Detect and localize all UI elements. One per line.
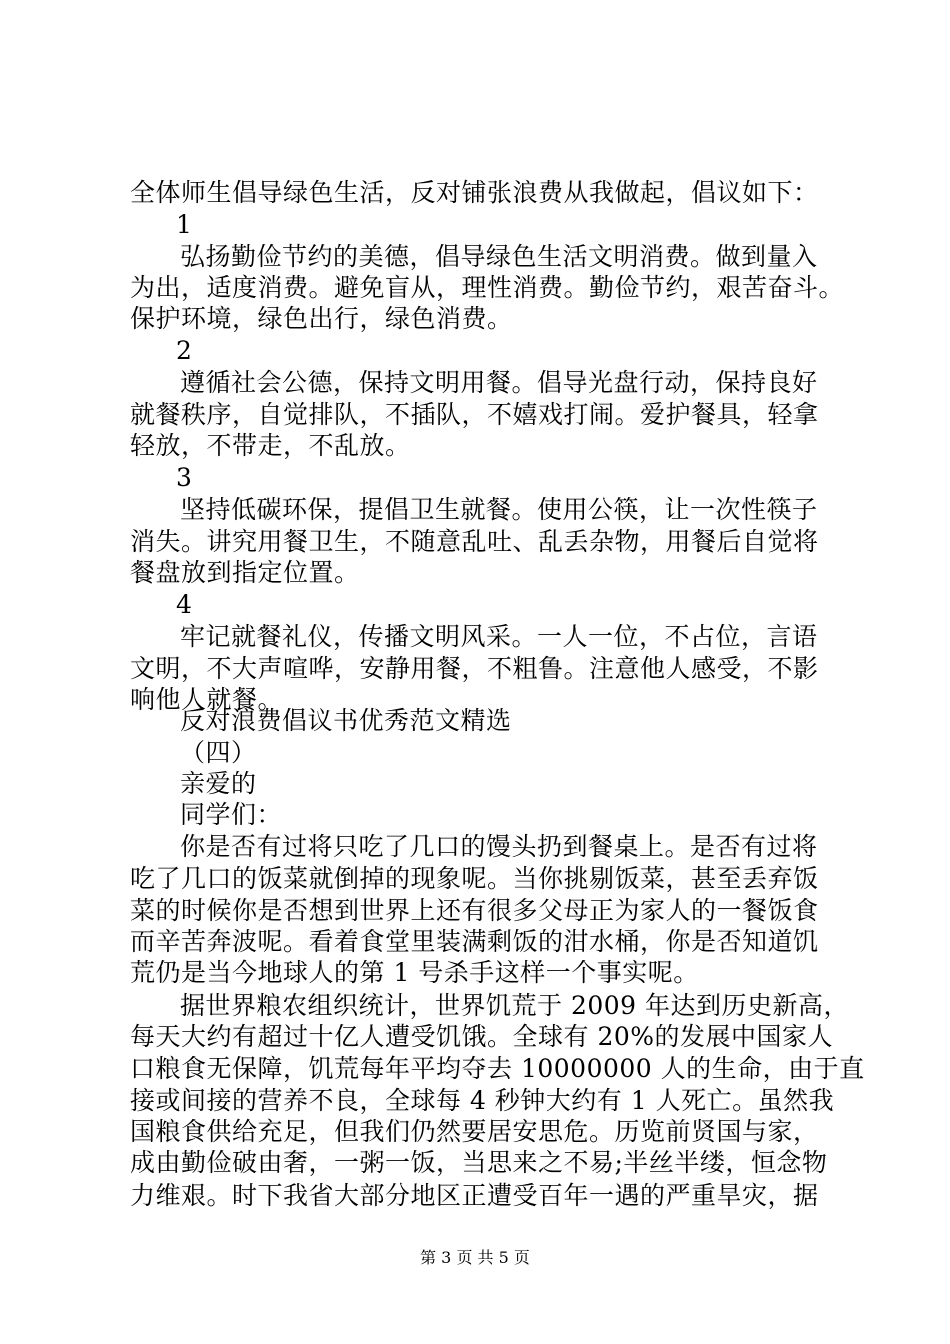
section-title: 反对浪费倡议书优秀范文精选 bbox=[180, 706, 512, 735]
section-number: （四） bbox=[180, 738, 257, 767]
text-line: 保护环境，绿色出行，绿色消费。 bbox=[130, 304, 513, 333]
text-line: 接或间接的营养不良，全球每 4 秒钟大约有 1 人死亡。虽然我 bbox=[130, 1086, 835, 1115]
text-line: 响他人就餐。 bbox=[130, 685, 284, 714]
text-line: 消失。讲究用餐卫生，不随意乱吐、乱丢杂物，用餐后自觉将 bbox=[130, 527, 819, 556]
list-number: 4 bbox=[176, 590, 193, 619]
text-line: 坚持低碳环保，提倡卫生就餐。使用公筷，让一次性筷子 bbox=[180, 495, 818, 524]
text-line: 为出，适度消费。避免盲从，理性消费。勤俭节约，艰苦奋斗。 bbox=[130, 273, 845, 302]
text-line: 荒仍是当今地球人的第 1 号杀手这样一个事实呢。 bbox=[130, 958, 699, 987]
text-line: 遵循社会公德，保持文明用餐。倡导光盘行动，保持良好 bbox=[180, 368, 818, 397]
text-line: 文明，不大声喧哗，安静用餐，不粗鲁。注意他人感受，不影 bbox=[130, 654, 819, 683]
text-line: 据世界粮农组织统计，世界饥荒于 2009 年达到历史新高， bbox=[180, 991, 850, 1020]
text-line: 而辛苦奔波呢。看着食堂里装满剩饭的泔水桶，你是否知道饥 bbox=[130, 927, 819, 956]
text-line: 你是否有过将只吃了几口的馒头扔到餐桌上。是否有过将 bbox=[180, 832, 818, 861]
text-line: 餐盘放到指定位置。 bbox=[130, 558, 360, 587]
text-line: 牢记就餐礼仪，传播文明风采。一人一位，不占位，言语 bbox=[180, 622, 818, 651]
text-line: 国粮食供给充足，但我们仍然要居安思危。历览前贤国与家， bbox=[130, 1117, 819, 1146]
salutation: 同学们： bbox=[180, 800, 283, 829]
text-line: 力维艰。时下我省大部分地区正遭受百年一遇的严重旱灾，据 bbox=[130, 1181, 819, 1210]
text-line: 全体师生倡导绿色生活，反对铺张浪费从我做起，倡议如下： bbox=[130, 178, 819, 207]
text-line: 成由勤俭破由奢，一粥一饭，当思来之不易;半丝半缕，恒念物 bbox=[130, 1148, 828, 1177]
salutation: 亲爱的 bbox=[180, 769, 257, 798]
text-line: 每天大约有超过十亿人遭受饥饿。全球有 20%的发展中国家人 bbox=[130, 1022, 834, 1051]
text-line: 就餐秩序，自觉排队，不插队，不嬉戏打闹。爱护餐具，轻拿 bbox=[130, 400, 819, 429]
list-number: 1 bbox=[176, 210, 193, 239]
text-line: 弘扬勤俭节约的美德，倡导绿色生活文明消费。做到量入 bbox=[180, 242, 818, 271]
list-number: 3 bbox=[176, 463, 193, 492]
page-footer: 第 3 页 共 5 页 bbox=[420, 1248, 530, 1267]
text-line: 轻放，不带走，不乱放。 bbox=[130, 431, 411, 460]
text-line: 口粮食无保障，饥荒每年平均夺去 10000000 人的生命，由于直 bbox=[130, 1054, 865, 1083]
text-line: 菜的时候你是否想到世界上还有很多父母正为家人的一餐饭食 bbox=[130, 896, 819, 925]
text-line: 吃了几口的饭菜就倒掉的现象呢。当你挑剔饭菜，甚至丢弃饭 bbox=[130, 864, 819, 893]
list-number: 2 bbox=[176, 336, 193, 365]
